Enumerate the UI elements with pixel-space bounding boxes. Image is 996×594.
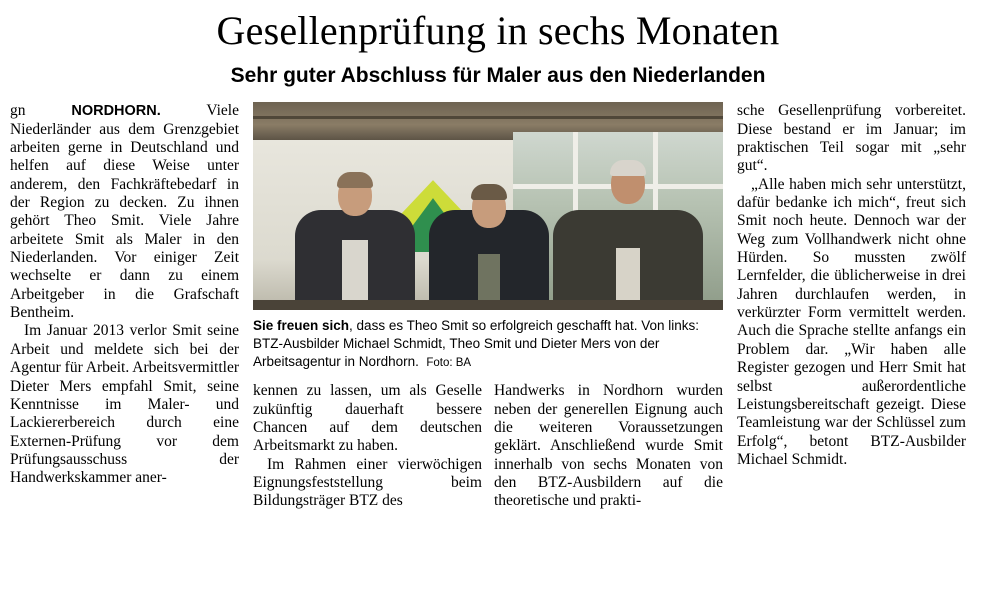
person-hair: [610, 160, 646, 176]
article-paragraph-4-1: sche Gesellenprüfung vorbereitet. Diese bestand er im Januar; im praktischen Teil sogar mit „sehr gut“.: [737, 102, 966, 175]
article-paragraph-2-1: kennen zu lassen, um als Geselle zukünftig dauerhaft bessere Chancen auf dem deutschen Arbeitsmarkt zu haben.: [253, 382, 482, 455]
paragraph-text: Viele Niederländer aus dem Grenzgebiet arbeiten gerne in Deutschland und helfen auf diese Weise unter anderem, den Fachkräftebedarf in der Region zu decken. Zu ihnen gehört Theo Smit. Viele Jahre arbeitete Smit als Maler in den Niederlanden. Vor einiger Zeit wechselte er dann zu einem Arbeitgeber in die Grafschaft Bentheim.: [10, 102, 239, 322]
column-2: [253, 382, 482, 511]
caption-lead: Sie freuen sich: [253, 318, 350, 334]
article-paragraph-3-1: Handwerks in Nordhorn wurden neben der generellen Eignung auch die weiteren Voraussetzungen geklärt. Anschließend wurde Smit innerhalb von sechs Monaten von den BTZ-Ausbildern auf die theoretische und prakti-: [494, 382, 723, 510]
byline-prefix: gn: [10, 102, 26, 120]
article-paragraph-1-2: Im Januar 2013 verlor Smit seine Arbeit und meldete sich bei der Agentur für Arbeit. Arbeitsvermittler Dieter Mers empfahl Smit, seine Kenntnisse im Maler- und Lackiererbereich durch eine Externen-Prüfung vor dem Prüfungsausschuss der Handwerkskammer aner-: [10, 322, 239, 487]
page-subtitle: Sehr guter Abschluss für Maler aus den Niederlanden: [230, 64, 766, 87]
article-top-columns: [10, 102, 986, 511]
article-photo: [253, 102, 723, 310]
photo-floor: [253, 300, 723, 310]
article-middle-columns: [253, 382, 723, 511]
page-title: Gesellenprüfung in sechs Monaten: [216, 8, 780, 53]
column-1: [10, 102, 239, 488]
photo-person-right: [553, 160, 703, 310]
photo-caption: [253, 317, 723, 371]
article-paragraph-2-2: Im Rahmen einer vierwöchigen Eignungsfeststellung beim Bildungsträger BTZ des: [253, 455, 482, 510]
caption-rest: , dass es Theo Smit so erfolgreich geschafft hat. Von links: BTZ-Ausbilder Michael Schmidt, Theo Smit und Dieter Mers von der Arbeitsagentur in Nordhorn.: [253, 318, 699, 370]
photo-person-center: [429, 178, 549, 310]
column-4: [737, 102, 966, 469]
newspaper-page: [0, 10, 996, 594]
article-paragraph-4-2: „Alle haben mich sehr unterstützt, dafür bedanke ich mich“, freut sich Smit noch heute. Dennoch war der Weg zum Vollhandwerk nicht ohne Hürden. So mussten zwölf Lernfelder, die üblicherweise in drei Jahren durchlaufen werden, in verkürzter Form vermittelt werden. Auch die Sprache stellte anfangs ein Problem dar. „Wir haben alle Register gezogen und Herr Smit hat selbst außerordentliche Leistungsbereitschaft gezeigt. Diese Teamleistung war der Schlüssel zum Erfolg“, betont BTZ-Ausbilder Michael Schmidt.: [737, 175, 966, 468]
dateline: NORDHORN.: [71, 103, 161, 120]
photo-block: [253, 102, 723, 371]
person-hair: [471, 184, 507, 200]
article-paragraph-1-1: [10, 102, 239, 322]
photo-column: [253, 102, 723, 511]
photo-person-left: [295, 170, 415, 310]
column-3: [494, 382, 723, 511]
person-hair: [337, 172, 373, 188]
photo-credit: Foto: BA: [426, 357, 472, 370]
